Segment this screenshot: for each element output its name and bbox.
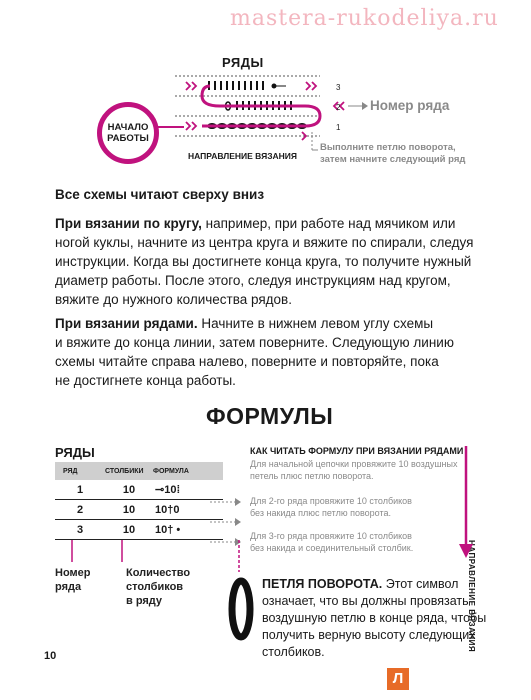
start-label-2: РАБОТЫ bbox=[107, 133, 149, 144]
para1-line-4: вяжите до нужного количества рядов. bbox=[55, 292, 292, 307]
note-3 bbox=[250, 530, 413, 554]
header-row: РЯД bbox=[63, 467, 78, 475]
turn-loop-line-1: означает, что вы должны провязать bbox=[262, 594, 469, 608]
para1-bold: При вязании по кругу, bbox=[55, 216, 202, 231]
turn-loop-line-3: получить верную высоту следующих bbox=[262, 628, 476, 642]
cell-formula: ⊸10⁞ bbox=[155, 484, 181, 496]
note-1-line-1: Для начальной цепочки провяжите 10 воздушных bbox=[250, 459, 458, 469]
turn-loop-title: ПЕТЛЯ ПОВОРОТА. bbox=[262, 577, 383, 591]
table-title: РЯДЫ bbox=[55, 445, 95, 460]
label-count-1: Количество bbox=[126, 567, 191, 579]
row-num-2: 2 bbox=[336, 103, 341, 112]
turn-loop-text bbox=[262, 576, 502, 661]
turn-loop-line-0: Этот символ bbox=[382, 577, 459, 591]
para2-bold: При вязании рядами. bbox=[55, 316, 198, 331]
row-num-3: 3 bbox=[336, 83, 341, 92]
para1-line-0: например, при работе над мячиком или bbox=[201, 216, 456, 231]
row-num-1: 1 bbox=[336, 123, 341, 132]
vertical-direction-label: НАПРАВЛЕНИЕ ВЯЗАНИЯ bbox=[467, 540, 476, 653]
publisher-badge: Л bbox=[387, 668, 409, 690]
note-3-line-1: Для 3-го ряда провяжите 10 столбиков bbox=[250, 531, 412, 541]
note-2 bbox=[250, 495, 412, 519]
turn-loop-line-4: столбиков. bbox=[262, 645, 325, 659]
start-badge bbox=[97, 102, 159, 164]
cell-formula: 10† • bbox=[155, 523, 181, 536]
direction-arrow-icon bbox=[456, 444, 476, 560]
turn-note-1: Выполните петлю поворота, bbox=[320, 142, 456, 153]
note-1-line-2: петель плюс петлю поворота. bbox=[250, 471, 374, 481]
cell-count: 10 bbox=[122, 523, 136, 536]
label-row-number-2: ряда bbox=[55, 581, 82, 593]
cell-formula: 10†0 bbox=[155, 503, 180, 516]
diagram-title: РЯДЫ bbox=[222, 55, 264, 70]
label-count-3: в ряду bbox=[126, 595, 163, 607]
turn-note bbox=[320, 142, 465, 166]
page-number: 10 bbox=[44, 650, 57, 662]
note-2-line-1: Для 2-го ряда провяжите 10 столбиков bbox=[250, 496, 412, 506]
how-to-read: КАК ЧИТАТЬ ФОРМУЛУ ПРИ ВЯЗАНИИ РЯДАМИ bbox=[250, 446, 464, 456]
knitting-path bbox=[202, 86, 320, 126]
header-count: СТОЛБИКИ bbox=[105, 467, 144, 475]
para1-line-2: инструкции. Когда вы достигнете конца круга, то получите нужный bbox=[55, 254, 472, 269]
turn-loop-icon bbox=[226, 574, 256, 644]
turn-loop-pointer bbox=[233, 540, 245, 574]
para2-line-3: не достигнете конца работы. bbox=[55, 373, 236, 388]
para2-line-2: схемы читайте справа налево, поверните и повторяйте, пока bbox=[55, 354, 439, 369]
note-2-line-2: без накида плюс петлю поворота. bbox=[250, 508, 391, 518]
paragraph-round bbox=[55, 214, 495, 309]
para1-line-1: ногой куклы, начните из центра круга и вяжите по спирали, следуя bbox=[55, 235, 474, 250]
direction-label: НАПРАВЛЕНИЕ ВЯЗАНИЯ bbox=[188, 151, 298, 161]
watermark: mastera-rukodeliya.ru bbox=[230, 6, 499, 31]
cell-row: 1 bbox=[76, 483, 84, 496]
row3-stitches bbox=[208, 81, 286, 90]
start-pointer bbox=[158, 122, 188, 132]
cell-row: 3 bbox=[76, 523, 84, 536]
para2-line-1: и вяжите до конца линии, затем поверните. Следующую линию bbox=[55, 335, 454, 350]
row-number-label: Номер ряда bbox=[370, 98, 450, 113]
note-1 bbox=[250, 458, 457, 482]
start-label-1: НАЧАЛО bbox=[107, 122, 149, 133]
header-formula: ФОРМУЛА bbox=[153, 467, 189, 475]
para2-line-0: Начните в нижнем левом углу схемы bbox=[197, 316, 434, 331]
paragraph-rows bbox=[55, 314, 495, 390]
label-count bbox=[126, 566, 190, 608]
para1-line-3: диаметр работы. После этого, следуя инструкциям над кругом, bbox=[55, 273, 451, 288]
cell-row: 2 bbox=[76, 503, 84, 516]
table-header bbox=[55, 462, 223, 480]
formulas-title: ФОРМУЛЫ bbox=[206, 403, 334, 429]
cell-count: 10 bbox=[122, 503, 136, 516]
label-count-2: столбиков bbox=[126, 581, 184, 593]
label-row-number-1: Номер bbox=[55, 567, 91, 579]
note-3-line-2: без накида и соединительный столбик. bbox=[250, 543, 414, 553]
label-row-number bbox=[55, 566, 91, 594]
turn-note-2: затем начните следующий ряд bbox=[320, 154, 466, 165]
turn-loop-line-2: воздушную петлю в конце ряда, чтобы bbox=[262, 611, 487, 625]
section-heading: Все схемы читают сверху вниз bbox=[55, 187, 265, 202]
cell-count: 10 bbox=[122, 483, 136, 496]
